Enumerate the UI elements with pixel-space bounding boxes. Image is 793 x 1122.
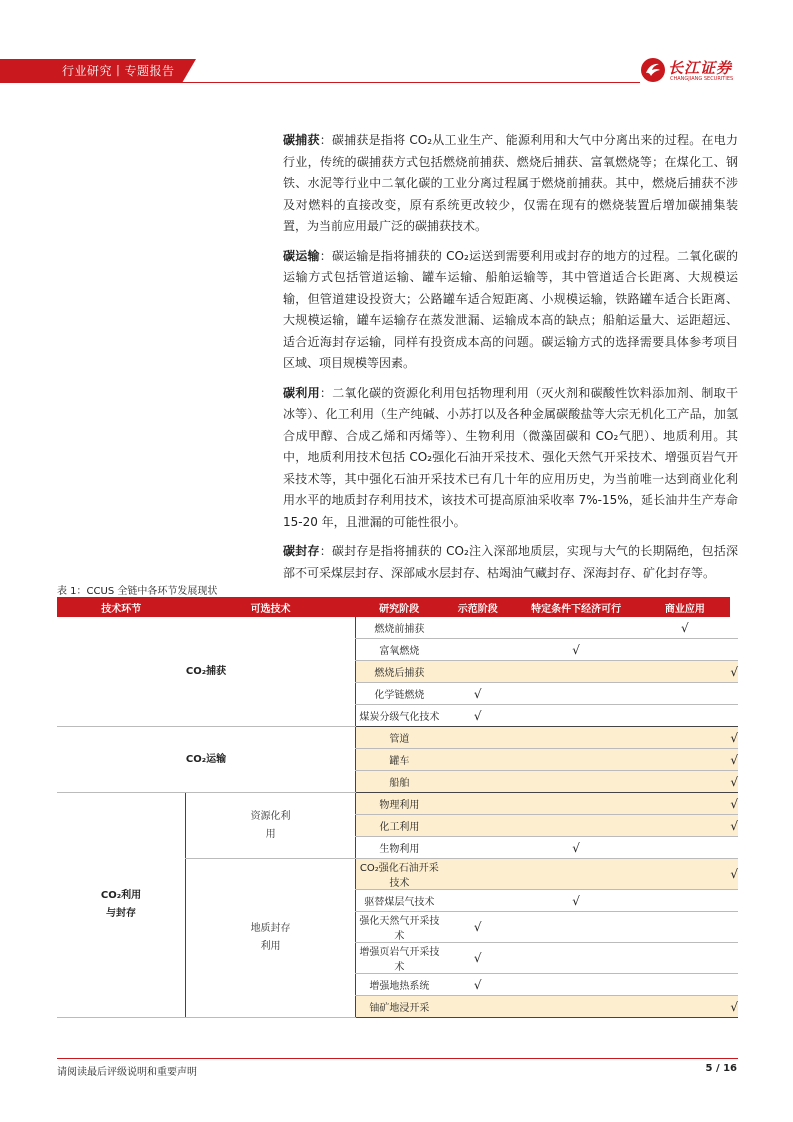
- table-header-row: [57, 597, 738, 617]
- stage-cell: [639, 974, 730, 996]
- stage-cell: [513, 705, 639, 727]
- stage-cell: [730, 912, 738, 943]
- col-header-demo: 示范阶段: [443, 597, 513, 617]
- segment-label: CO₂运输: [185, 753, 227, 765]
- stage-cell: [639, 996, 730, 1018]
- sub-segment-label: 资源化利: [250, 810, 291, 822]
- stage-cell: [443, 749, 513, 771]
- tech-cell: 燃烧前捕获: [356, 617, 443, 639]
- brand-name: 长江证券: [668, 59, 733, 77]
- stage-cell: √: [730, 793, 738, 815]
- segment-cell: [57, 793, 186, 1018]
- stage-cell: [639, 837, 730, 859]
- page-number: 5 / 16: [705, 1063, 737, 1074]
- paragraph-utilization: 碳利用：二氧化碳的资源化利用包括物理利用（灭火剂和碳酸性饮料添加剂、制取干冰等）、化工利用（生产纯碱、小苏打以及各种金属碳酸盐等大宗无机化工产品，加氢合成甲醇、合成乙烯和丙烯等）、生物利用（微藻固碳和 CO₂气肥）、地质利用。其中，地质利用技术包括 CO₂强化石油开采技术、强化天然气开采技术、增强页岩气开采技术等，其中强化石油开采技术已有几十年的应用历史，为当前唯一达到商业化利用水平的地质封存利用技术，该技术可提高原油采收率 7%-15%，延长油井生产寿命 15-20 年，且泄漏的可能性很小。: [283, 385, 738, 529]
- stage-cell: [639, 859, 730, 890]
- stage-cell: [639, 639, 730, 661]
- tech-cell: 铀矿地浸开采: [356, 996, 443, 1018]
- stage-cell: √: [443, 974, 513, 996]
- stage-cell: [443, 661, 513, 683]
- stage-cell: [443, 815, 513, 837]
- sub-segment-cell: [186, 859, 356, 1018]
- stage-cell: [639, 727, 730, 749]
- footer-disclaimer: 请阅读最后评级说明和重要声明: [57, 1067, 197, 1078]
- stage-cell: [730, 617, 738, 639]
- tech-cell: 富氧燃烧: [356, 639, 443, 661]
- stage-cell: [443, 771, 513, 793]
- body-text: [283, 130, 738, 592]
- segment-cell: [57, 727, 356, 793]
- stage-cell: [513, 859, 639, 890]
- col-header-commercial: 商业应用: [639, 597, 730, 617]
- stage-cell: [639, 749, 730, 771]
- stage-cell: [513, 749, 639, 771]
- stage-cell: √: [730, 749, 738, 771]
- stage-cell: √: [443, 912, 513, 943]
- stage-cell: √: [443, 705, 513, 727]
- stage-cell: [443, 837, 513, 859]
- tech-cell: 煤炭分级气化技术: [356, 705, 443, 727]
- tech-cell: 增强地热系统: [356, 974, 443, 996]
- tech-cell: 管道: [356, 727, 443, 749]
- sub-segment-label: 利用: [260, 941, 281, 952]
- stage-cell: [639, 943, 730, 974]
- brand-logo: [640, 55, 740, 87]
- stage-cell: √: [443, 683, 513, 705]
- stage-cell: √: [513, 837, 639, 859]
- tech-cell: CO₂强化石油开采技术: [356, 859, 443, 890]
- stage-cell: [443, 859, 513, 890]
- stage-cell: [443, 793, 513, 815]
- tech-cell: 化学链燃烧: [356, 683, 443, 705]
- tech-cell: 生物利用: [356, 837, 443, 859]
- stage-cell: [513, 912, 639, 943]
- segment-cell: [57, 617, 356, 727]
- stage-cell: [443, 617, 513, 639]
- paragraph-transport: 碳运输：碳运输是指将捕获的 CO₂运送到需要利用或封存的地方的过程。二氧化碳的运输方式包括管道运输、罐车运输、船舶运输等，其中管道适合长距离、大规模运输，但管道建设投资大；公路罐车适合短距离、小规模运输，铁路罐车适合长距离、大规模运输，罐车运输存在蒸发泄漏、运输成本高的缺点；船舶运量大、运距超远、适合近海封存运输，同样有投资成本高的问题。碳运输方式的选择需要具体参考项目区域、项目规模等因素。: [283, 248, 738, 370]
- stage-cell: [730, 837, 738, 859]
- tech-cell: 燃烧后捕获: [356, 661, 443, 683]
- table-title: 表 1：CCUS 全链中各环节发展现状: [57, 586, 218, 597]
- stage-cell: √: [730, 661, 738, 683]
- stage-cell: [730, 639, 738, 661]
- tech-cell: 驱替煤层气技术: [356, 890, 443, 912]
- table-row: [57, 617, 738, 639]
- stage-cell: [513, 683, 639, 705]
- stage-cell: [639, 890, 730, 912]
- stage-cell: [730, 890, 738, 912]
- tech-cell: 罐车: [356, 749, 443, 771]
- stage-cell: [513, 996, 639, 1018]
- footer-rule: [57, 1058, 738, 1059]
- stage-cell: [513, 815, 639, 837]
- paragraph-capture: 碳捕获：碳捕获是指将 CO₂从工业生产、能源利用和大气中分离出来的过程。在电力行业，传统的碳捕获方式包括燃烧前捕获、燃烧后捕获、富氧燃烧等；在煤化工、钢铁、水泥等行业中二氧化碳的工业分离过程属于燃烧前捕获。其中，燃烧后捕获不涉及对燃料的直接改变，原有系统更改较少，仅需在现有的燃烧装置后增加碳捕集装置，为当前应用最广泛的碳捕获技术。: [283, 133, 738, 233]
- stage-cell: √: [730, 771, 738, 793]
- stage-cell: √: [730, 727, 738, 749]
- stage-cell: √: [730, 815, 738, 837]
- stage-cell: [639, 705, 730, 727]
- tech-cell: 增强页岩气开采技术: [356, 943, 443, 974]
- tech-cell: 物理利用: [356, 793, 443, 815]
- brand-subtitle: CHANGJIANG SECURITIES: [670, 76, 734, 82]
- stage-cell: [513, 661, 639, 683]
- ccus-status-table: [57, 597, 738, 1018]
- stage-cell: [513, 793, 639, 815]
- stage-cell: [513, 974, 639, 996]
- tech-cell: 船舶: [356, 771, 443, 793]
- stage-cell: [639, 815, 730, 837]
- stage-cell: [513, 617, 639, 639]
- col-header-segment: 技术环节: [57, 597, 186, 617]
- sub-segment-label: 用: [265, 828, 276, 840]
- phoenix-logo-icon: [640, 57, 666, 83]
- table-row: [57, 793, 738, 815]
- paragraph-storage: 碳封存：碳封存是指将捕获的 CO₂注入深部地质层，实现与大气的长期隔绝，包括深部不可采煤层封存、深部咸水层封存、枯竭油气藏封存、深海封存、矿化封存等。: [283, 544, 738, 580]
- stage-cell: [730, 943, 738, 974]
- stage-cell: [513, 771, 639, 793]
- stage-cell: [639, 771, 730, 793]
- stage-cell: √: [513, 639, 639, 661]
- table-body: [57, 617, 738, 1018]
- stage-cell: √: [639, 617, 730, 639]
- col-header-economic: 特定条件下经济可行: [513, 597, 639, 617]
- header-rule: [182, 82, 640, 83]
- segment-label: CO₂利用: [100, 890, 142, 901]
- stage-cell: √: [443, 943, 513, 974]
- stage-cell: [443, 996, 513, 1018]
- stage-cell: [513, 727, 639, 749]
- tech-cell: 强化天然气开采技术: [356, 912, 443, 943]
- stage-cell: [730, 705, 738, 727]
- stage-cell: [443, 727, 513, 749]
- stage-cell: [443, 639, 513, 661]
- segment-label: 与封存: [106, 908, 137, 919]
- stage-cell: √: [730, 859, 738, 890]
- col-header-tech: 可选技术: [186, 597, 356, 617]
- stage-cell: √: [513, 890, 639, 912]
- stage-cell: [639, 912, 730, 943]
- segment-label: CO₂捕获: [185, 665, 227, 677]
- stage-cell: √: [730, 996, 738, 1018]
- stage-cell: [513, 943, 639, 974]
- col-header-research: 研究阶段: [356, 597, 443, 617]
- sub-segment-cell: [186, 793, 356, 859]
- stage-cell: [639, 793, 730, 815]
- table-row: [57, 727, 738, 749]
- sub-segment-label: 地质封存: [250, 923, 291, 934]
- stage-cell: [443, 890, 513, 912]
- tech-cell: 化工利用: [356, 815, 443, 837]
- report-category-tab: 行业研究丨专题报告: [0, 59, 182, 83]
- stage-cell: [639, 683, 730, 705]
- stage-cell: [730, 974, 738, 996]
- stage-cell: [639, 661, 730, 683]
- stage-cell: [730, 683, 738, 705]
